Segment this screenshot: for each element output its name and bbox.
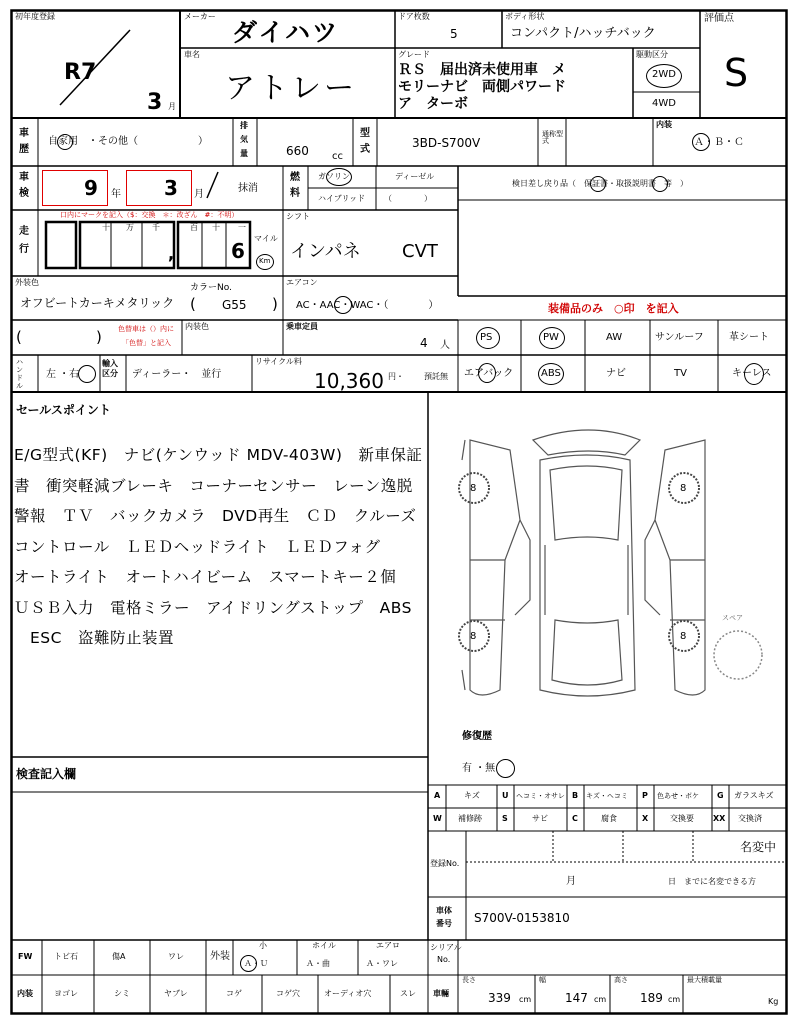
legend-val: 交換済 — [738, 814, 762, 823]
equip-abs: ABS — [541, 368, 561, 379]
legend-val: キズ・ヘコミ — [586, 792, 628, 800]
legend-key: P — [642, 791, 648, 800]
handle-mark — [78, 365, 96, 383]
handle-label: ハンドル — [16, 358, 23, 390]
month-value: 3 — [164, 176, 178, 200]
unit-km-mark — [256, 254, 274, 270]
digit-label-man-ten: 十 — [102, 223, 110, 232]
aero-label: エアロ — [376, 941, 400, 950]
month-box — [126, 170, 192, 206]
legend-val: サビ — [532, 814, 548, 823]
height-unit: cm — [668, 995, 681, 1004]
repair-label: 修復歴 — [462, 731, 492, 742]
equip-sunroof: サンルーフ — [655, 332, 704, 343]
first-reg-label: 初年度登録 — [15, 12, 55, 21]
interior-opts: Ａ・Ｂ・Ｃ — [694, 137, 744, 148]
fuel-gasoline: ガソリン — [318, 172, 350, 181]
unit-km: Km — [259, 257, 271, 265]
exterior-label: 外装 — [210, 951, 230, 962]
legend-val: ガラスキズ — [734, 791, 774, 800]
legend-val: 腐食 — [601, 814, 617, 823]
sales-line: E/G型式(KF) ナビ(ケンウッド MDV-403W) 新車保証 — [14, 446, 423, 464]
legend-key: XX — [713, 814, 726, 823]
history-text: 自家用 ・その他（ ） — [48, 136, 208, 147]
displacement: 660 — [286, 144, 309, 158]
sales-line: ESC 盗難防止装置 — [14, 629, 174, 647]
history-label1: 車 — [19, 128, 29, 139]
recycle: 10,360 — [314, 369, 384, 393]
history-mark — [57, 134, 73, 150]
shift-type: CVT — [402, 241, 438, 262]
aero-opts: Ａ・ワレ — [366, 959, 398, 968]
small-opts: Ａ・Ｕ — [244, 959, 268, 968]
interior-label: 内装 — [656, 120, 672, 129]
height-label: 高さ — [614, 976, 628, 984]
unit-mile: マイル — [254, 234, 278, 243]
legend-key: C — [572, 814, 578, 823]
docs-mark-2 — [652, 176, 668, 192]
recycle-deposit: 預託無 — [424, 372, 448, 381]
wheel-label: ホイル — [312, 941, 336, 950]
color-swap-note2: 「色替」と記入 — [122, 339, 171, 347]
reg-day-note: 日 までに名変できる方 — [668, 877, 756, 886]
width-unit: cm — [594, 995, 607, 1004]
car-diagram — [462, 430, 705, 696]
tire-rr: 8 — [680, 631, 687, 642]
doors: 5 — [450, 27, 458, 41]
drive-4wd: 4WD — [652, 98, 676, 109]
exterior-color: オフビートカーキメタリック — [20, 296, 175, 310]
grade-line3: ア ターボ — [398, 96, 468, 112]
equip-keyless-mark — [744, 363, 764, 385]
legend-key: U — [502, 791, 509, 800]
disp-label1: 排 — [240, 121, 248, 130]
fuel-label1: 燃 — [290, 172, 300, 183]
equipment-header: 装備品のみ ○印 を記入 — [548, 302, 679, 315]
chassis-label1: 車体 — [436, 906, 452, 915]
exterior-color-label: 外装色 — [15, 278, 39, 287]
fuel-label2: 料 — [290, 188, 300, 199]
color-swap-open: ( — [16, 328, 22, 346]
first-reg-era: R7 — [64, 60, 97, 85]
equip-navi: ナビ — [606, 368, 626, 379]
handle-opts: 左 ・右 — [46, 369, 80, 380]
car-name: アトレー — [225, 71, 357, 106]
digit-label-man: 万 — [126, 223, 134, 232]
grade-line1: ＲＳ 届出済未使用車 メ — [398, 62, 566, 78]
legend-val: 補修跡 — [458, 814, 482, 823]
digit-label-juu: 十 — [212, 223, 220, 232]
fw-label: FW — [18, 952, 33, 961]
max-load-label: 最大積載量 — [687, 976, 722, 984]
import-opts: ディーラー・ 並行 — [132, 369, 222, 380]
equip-keyless: キーレス — [732, 368, 772, 379]
small-label: 小 — [259, 941, 267, 950]
fuel-other: （ ） — [384, 194, 432, 203]
grade-label: グレード — [398, 50, 430, 59]
common-label: 通称型式 — [542, 130, 563, 145]
digit-label-ichi: 一 — [238, 223, 246, 232]
rating-label: 評価点 — [704, 13, 734, 24]
color-no-close: ) — [272, 295, 278, 313]
fuel-diesel: ディーゼル — [395, 172, 435, 181]
year-box — [42, 170, 108, 206]
capacity: 4 — [420, 336, 428, 350]
repair-opts: 有 ・無 — [462, 763, 496, 774]
equip-pw: PW — [543, 332, 559, 343]
chassis-label2: 番号 — [436, 919, 452, 928]
sales-points — [14, 440, 424, 654]
recycle-label: リサイクル料 — [255, 357, 302, 366]
grade-line2: モリーナビ 両側パワード — [398, 79, 566, 95]
length: 339 — [488, 991, 511, 1005]
inspection-label1: 車 — [19, 172, 29, 183]
month-suffix: 月 — [194, 189, 204, 200]
sales-line: 警報 ＴＶ バックカメラ DVD再生 ＣＤ クルーズ — [14, 507, 417, 525]
equip-airbag: エアバック — [464, 368, 514, 379]
height: 189 — [640, 991, 663, 1005]
digit-label-hyaku: 百 — [190, 223, 198, 232]
equip-leather: 革シート — [729, 332, 769, 343]
fuel-hybrid: ハイブリッド — [318, 194, 366, 203]
legend-val: キズ — [464, 791, 480, 800]
import-label: 輸入区分 — [102, 359, 118, 378]
sales-line: コントロール ＬＥＤヘッドライト ＬＥＤフォグ — [14, 537, 381, 556]
mileage-label1: 走 — [19, 226, 29, 237]
interior-mark — [692, 133, 710, 151]
spare-label: スペア — [722, 614, 743, 622]
chassis: S700V-0153810 — [474, 911, 570, 925]
equip-ps: PS — [480, 332, 493, 343]
drive-label: 駆動区分 — [636, 50, 668, 59]
canceled: 抹消 — [238, 183, 258, 194]
digit-label-sen: 千 — [152, 223, 160, 232]
width: 147 — [565, 991, 588, 1005]
docs-text: 検日差し戻り品（ 保証書・取扱説明書 等 ） — [512, 179, 688, 188]
ac-opts: AC・AAC・WAC・（ ） — [296, 300, 439, 311]
serial-label1: シリアル — [430, 943, 462, 952]
small-mark — [240, 955, 257, 972]
interior-item: オーディオ穴 — [324, 989, 372, 998]
rating: S — [724, 51, 749, 95]
docs-mark-1 — [590, 176, 606, 192]
fuel-mark — [326, 168, 352, 186]
fw-item: 傷A — [112, 952, 126, 961]
maker: ダイハツ — [232, 18, 340, 47]
sales-line: ＵＳＢ入力 電格ミラー アイドリングストップ ABS — [14, 598, 412, 617]
reg-label: 登録No. — [430, 859, 460, 868]
legend-key: S — [502, 814, 508, 823]
doors-label: ドア枚数 — [398, 12, 430, 21]
fw-item: トビ石 — [54, 952, 78, 961]
dims-label: 車輛 — [433, 989, 449, 998]
interior-item: ヤブレ — [164, 989, 188, 998]
legend-key: A — [434, 791, 441, 800]
equip-aw: AW — [606, 332, 623, 343]
equip-abs-mark — [538, 363, 564, 385]
recycle-unit: 円・ — [388, 372, 404, 381]
ac-mark — [334, 296, 352, 314]
length-unit: cm — [519, 995, 532, 1004]
color-no-open: ( — [190, 295, 196, 313]
interior-item: コゲ穴 — [276, 989, 300, 998]
equip-airbag-mark — [478, 363, 496, 383]
legend-key: W — [433, 814, 442, 823]
mileage-value: 6 — [231, 239, 245, 263]
sales-line: オートライト オートハイビーム スマートキー２個 — [14, 568, 397, 586]
model-label2: 式 — [360, 144, 370, 155]
capacity-label: 乗車定員 — [286, 322, 318, 331]
first-reg-month: 3 — [147, 90, 163, 115]
maker-label: メーカー — [184, 12, 216, 21]
legend-val: 色あせ・ボケ — [657, 792, 699, 800]
reg-month: 月 — [566, 876, 576, 887]
tire-rl: 8 — [470, 631, 477, 642]
fw-item: ワレ — [168, 952, 184, 961]
body: コンパクト/ハッチバック — [510, 26, 656, 41]
inspection-notes-title: 検査記入欄 — [16, 767, 77, 781]
first-reg-month-suffix: 月 — [168, 102, 176, 111]
model: 3BD-S700V — [412, 136, 481, 150]
ac-label: エアコン — [286, 278, 318, 287]
history-label2: 歴 — [19, 144, 29, 155]
body-label: ボディ形状 — [505, 12, 545, 21]
capacity-unit: 人 — [440, 340, 450, 351]
color-no: G55 — [222, 298, 247, 312]
legend-val: ヘコミ・オサレ — [516, 792, 565, 800]
digit-separator: , — [168, 244, 175, 263]
interior-item: シミ — [114, 989, 130, 998]
tire-fr: 8 — [680, 483, 687, 494]
color-no-label: カラーNo. — [190, 283, 232, 293]
equip-pw-mark — [539, 327, 565, 349]
interior-color-label: 内装色 — [185, 322, 209, 331]
max-load-unit: Kg — [768, 997, 779, 1006]
sales-line: 書 衝突軽減ブレーキ コーナーセンサー レーン逸脱 — [14, 476, 413, 495]
equip-ps-mark — [476, 327, 500, 349]
legend-val: 交換要 — [670, 814, 694, 823]
name-change: 名変中 — [740, 840, 777, 854]
year-suffix: 年 — [111, 189, 121, 200]
mileage-label2: 行 — [19, 244, 29, 255]
year-value: 9 — [84, 176, 98, 200]
disp-unit: cc — [332, 151, 343, 162]
serial-label2: No. — [437, 955, 451, 964]
shift-position: インパネ — [290, 241, 361, 262]
mileage-note: 口内にマークを記入（$：交換 ＊：改ざん #：不明） — [60, 211, 239, 219]
color-swap-close: ) — [96, 328, 102, 346]
length-label: 長さ — [462, 976, 476, 984]
drive-2wd: 2WD — [652, 69, 676, 80]
equip-tv: TV — [674, 368, 687, 379]
color-swap-note1: 色替車は（）内に — [118, 325, 174, 333]
tire-fl: 8 — [470, 483, 477, 494]
width-label: 幅 — [539, 976, 546, 984]
shift-label: シフト — [286, 212, 310, 221]
repair-mark — [496, 759, 515, 778]
interior-item: コゲ — [226, 989, 242, 998]
interior-item: スレ — [400, 989, 416, 998]
disp-label3: 量 — [240, 149, 248, 158]
drive-2wd-mark — [646, 64, 682, 88]
sales-title: セールスポイント — [16, 403, 111, 417]
inspection-label2: 検 — [19, 188, 29, 199]
disp-label2: 気 — [240, 135, 248, 144]
legend-key: G — [717, 791, 724, 800]
interior-row-label: 内装 — [17, 989, 33, 998]
car-name-label: 車名 — [184, 50, 200, 59]
legend-key: B — [572, 791, 579, 800]
wheel-opts: Ａ・曲 — [306, 959, 330, 968]
model-label1: 型 — [360, 128, 370, 139]
legend-key: X — [642, 814, 649, 823]
interior-item: ヨゴレ — [54, 989, 78, 998]
